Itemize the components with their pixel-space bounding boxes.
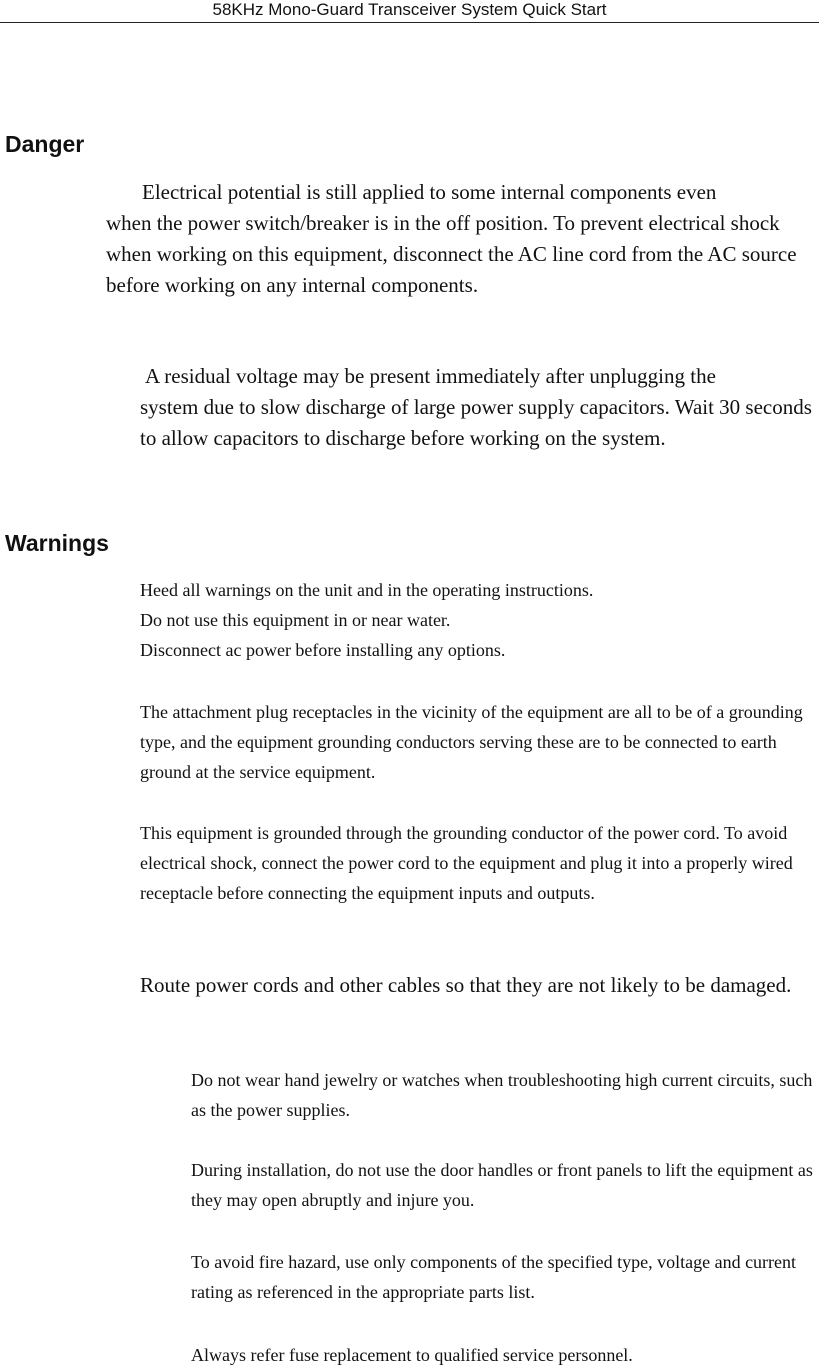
danger-paragraph-1 bbox=[106, 177, 818, 301]
warning-item: Heed all warnings on the unit and in the operating instructions. bbox=[140, 580, 594, 600]
warning-item: Disconnect ac power before installing any options. bbox=[140, 640, 506, 660]
warning-fire-hazard: To avoid fire hazard, use only components of the specified type, voltage and current rating as referenced in the appropriate parts list. bbox=[191, 1252, 797, 1302]
warning-fuse: Always refer fuse replacement to qualified service personnel. bbox=[191, 1345, 633, 1365]
page-header bbox=[0, 0, 819, 23]
warning-jewelry: Do not wear hand jewelry or watches when troubleshooting high current circuits, such as the power supplies. bbox=[191, 1070, 813, 1120]
danger-paragraph-1-first-line: Electrical potential is still applied to some internal components even bbox=[142, 180, 717, 204]
warning-grounding: This equipment is grounded through the grounding conductor of the power cord. To avoid electrical shock, connect the power cord to the equipment and plug it into a properly wired receptacle before connecting the equipment inputs and outputs. bbox=[140, 823, 793, 903]
warning-route-cords: Route power cords and other cables so that they are not likely to be damaged. bbox=[140, 973, 792, 997]
danger-paragraph-2-first-line: A residual voltage may be present immediately after unplugging the bbox=[145, 364, 716, 388]
warning-attachment-plugs: The attachment plug receptacles in the vicinity of the equipment are all to be of a grounding type, and the equipment grounding conductors serving these are to be connected to earth ground at the service equipment. bbox=[140, 702, 803, 782]
danger-paragraph-2-body: system due to slow discharge of large power supply capacitors. Wait 30 seconds to allow capacitors to discharge before working on the system. bbox=[140, 395, 812, 450]
warnings-heading: Warnings bbox=[5, 530, 109, 556]
danger-paragraph-2 bbox=[140, 361, 819, 454]
danger-heading: Danger bbox=[5, 131, 85, 157]
warning-item: Do not use this equipment in or near water. bbox=[140, 610, 451, 630]
warnings-list bbox=[140, 575, 819, 665]
danger-paragraph-1-body: when the power switch/breaker is in the off position. To prevent electrical shock when working on this equipment, disconnect the AC line cord from the AC source before working on any internal components. bbox=[106, 211, 797, 297]
warning-installation: During installation, do not use the door handles or front panels to lift the equipment as they may open abruptly and injure you. bbox=[191, 1160, 813, 1210]
document-title: 58KHz Mono-Guard Transceiver System Quick Start bbox=[212, 0, 607, 19]
